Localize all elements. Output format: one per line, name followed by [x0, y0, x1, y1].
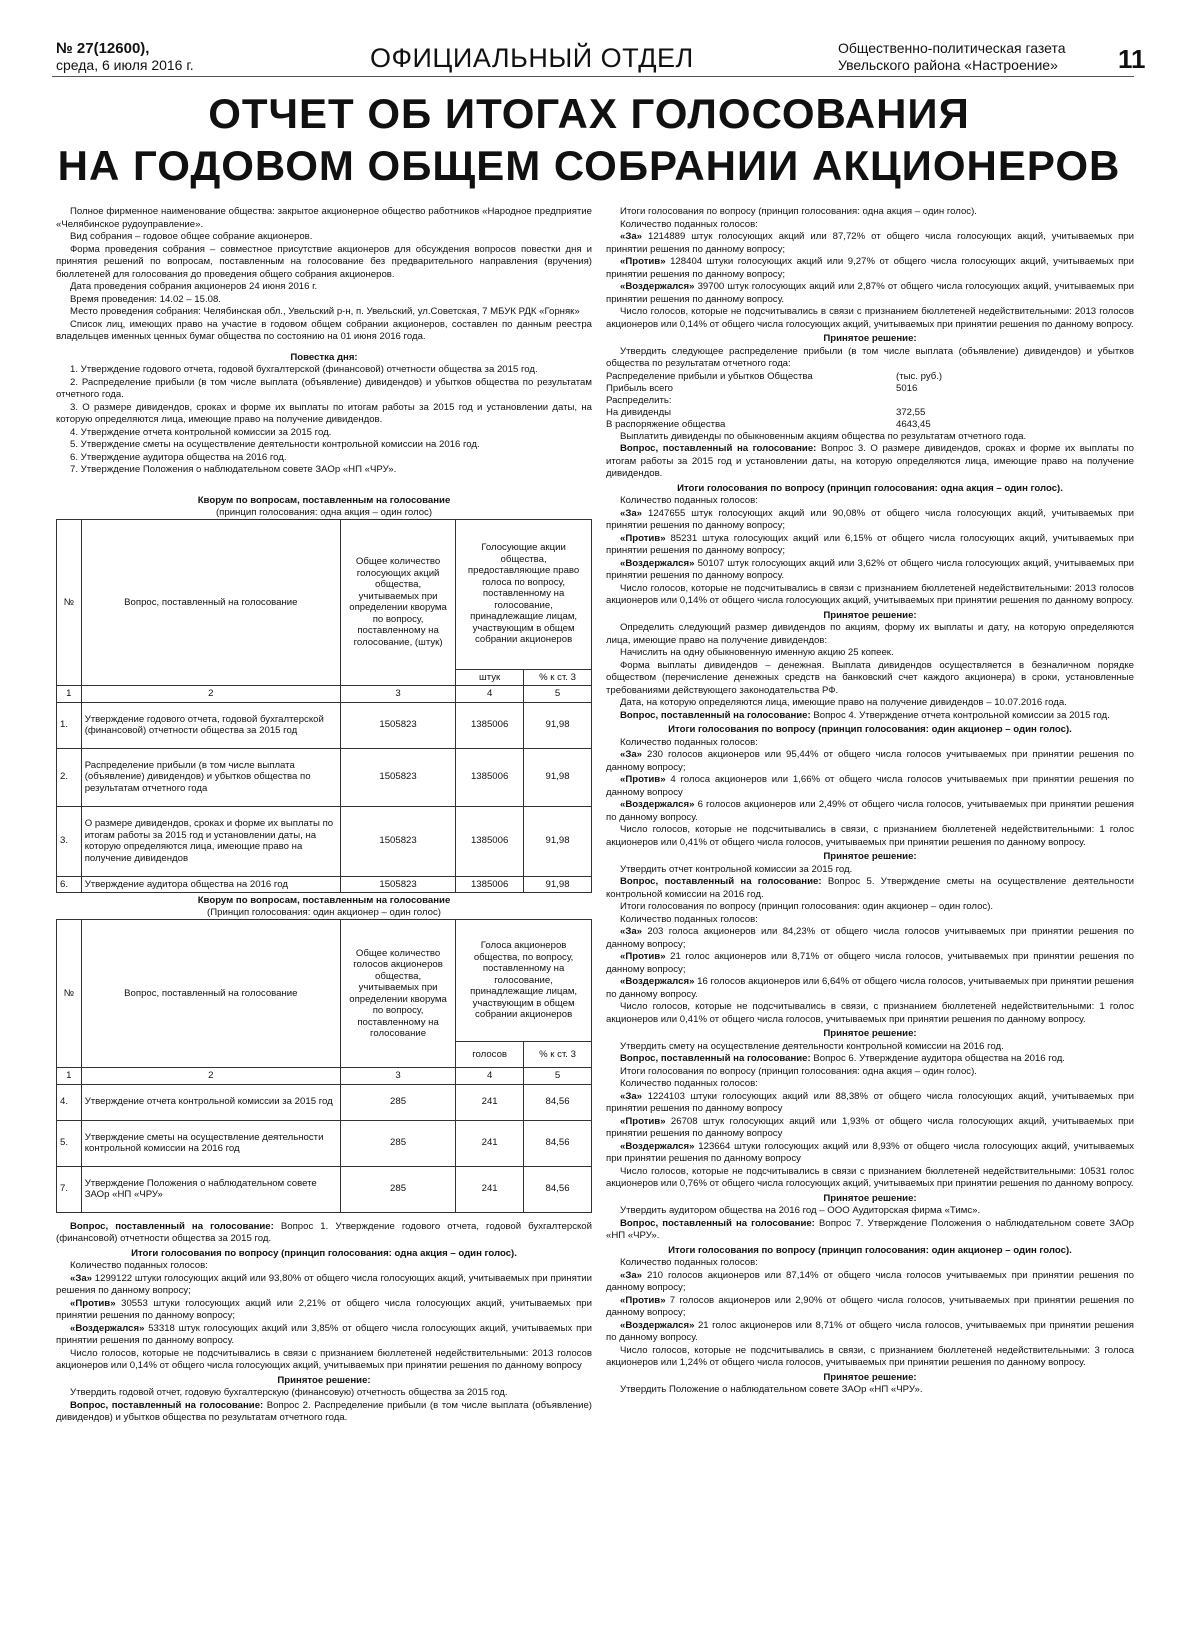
col-header-voting: Голосующие акции общества, предоставляющие право голоса по вопросу, поставленному на голосование, принадлежащие лицам, участвующим в общем собрании акционеров: [456, 519, 592, 669]
decision-title: Принятое решение:: [277, 1374, 371, 1386]
label-bold: «За»: [620, 749, 643, 760]
vote-for: [56, 1273, 592, 1298]
row-number: 2.: [57, 748, 82, 806]
section-title: ОФИЦИАЛЬНЫЙ ОТДЕЛ: [370, 43, 694, 73]
vote-text: 1247655 штук голосующих акций или 90,08% от общего числа голосующих акций, учитываемых при принятии решения по данному вопросу;: [606, 507, 1134, 531]
vote-text: 30553 штуки голосующих акций или 2,21% от общего числа голосующих акций, учитываемых при принятии решения по данному вопросу;: [56, 1297, 592, 1321]
vote-for: [606, 749, 1134, 774]
col-header-question: Вопрос, поставленный на голосование: [81, 920, 340, 1068]
vote-for: [606, 231, 1134, 256]
question-5-heading: [606, 876, 1134, 901]
vote-count-label: Количество поданных голосов:: [620, 1257, 758, 1268]
quorum-table-shareholders: [56, 919, 592, 1213]
invalid-votes: Число голосов, которые не подсчитывались в связи, с признанием бюллетеней недействительными: 3 голоса акционеров или 1,24% от общего числа голосов, учитываемых при принятии решения по данному вопросу.: [606, 1344, 1134, 1368]
invalid-votes: Число голосов, которые не подсчитывались в связи с признанием бюллетеней недействительными: 10531 голос акционеров или 0,76% от общего числа голосующих акций, учитываемых при принятии решения по данному вопросу.: [606, 1165, 1134, 1189]
decision-text: Утвердить отчет контрольной комиссии за 2015 год.: [620, 863, 853, 875]
decision-title: Принятое решение:: [823, 1192, 917, 1204]
decision-text: Форма выплаты дивидендов – денежная. Выплата дивидендов осуществляется в безналичном порядке обществом (перечисление денежных средств на банковский счет каждого акционера) в сроки, установленные требованиями действующего законодательства РФ.: [606, 659, 1134, 696]
alloc-label: Прибыль всего: [606, 382, 673, 394]
question-text: Вопрос 4. Утверждение отчета контрольной комиссии за 2015 год.: [810, 709, 1110, 721]
col-header-total: Общее количество голосующих акций общества, учитываемых при определении кворума по вопросу, поставленному на голосование, (штук): [340, 519, 455, 686]
vote-text: 6 голосов акционеров или 2,49% от общего числа голосов, учитываемых при принятии решения по данному вопросу.: [606, 799, 1134, 823]
index-cell: 5: [524, 1068, 592, 1085]
results-line: Итоги голосования по вопросу (принцип голосования: один акционер – один голос).: [620, 901, 994, 912]
row-total: 1505823: [340, 806, 455, 876]
index-cell: 5: [524, 686, 592, 703]
label-bold: «За»: [620, 507, 643, 519]
index-cell: 4: [456, 1068, 524, 1085]
vote-against: [606, 951, 1134, 976]
decision-title: Принятое решение:: [823, 609, 917, 621]
label-bold: «Против»: [620, 256, 666, 267]
question-text: Вопрос 5. Утверждение сметы на осуществление деятельности контрольной комиссии на 2016 год.: [606, 876, 1134, 900]
label-bold: «Против»: [620, 532, 666, 544]
index-cell: 2: [81, 1068, 340, 1085]
table-row: [57, 748, 592, 806]
profit-allocation: [606, 371, 1134, 431]
table-row: [57, 806, 592, 876]
intro-paragraph: Время проведения: 14.02 – 15.08.: [70, 293, 221, 305]
label-bold: «За»: [620, 231, 643, 242]
question-text: Вопрос 6. Утверждение аудитора общества на 2016 год.: [810, 1053, 1065, 1064]
label-bold: «За»: [620, 926, 643, 937]
vote-against: [606, 533, 1134, 558]
alloc-value: 5016: [896, 382, 918, 394]
index-cell: 4: [456, 686, 524, 703]
table-row: [57, 1084, 592, 1120]
table-row: [57, 876, 592, 893]
newspaper-name-line2: Увельского района «Настроение»: [838, 57, 1058, 73]
decision-title: Принятое решение:: [823, 1028, 917, 1039]
col-header-total: Общее количество голосов акционеров общества, учитываемых при определении кворума по вопросу, поставленному на голосование: [340, 920, 455, 1068]
article-title: [40, 88, 1138, 192]
index-cell: 2: [81, 686, 340, 703]
label-bold: «Воздержался»: [620, 976, 695, 987]
results-heading: Итоги голосования по вопросу (принцип голосования: одна акция – один голос).: [677, 482, 1063, 494]
row-pct: 91,98: [524, 876, 592, 893]
label-bold: «Воздержался»: [620, 799, 695, 810]
row-pcs: 241: [456, 1120, 524, 1166]
vote-text: 210 голосов акционеров или 87,14% от общего числа голосов учитываемых при принятии решения по данному вопросу;: [606, 1269, 1134, 1293]
row-pcs: 1385006: [456, 806, 524, 876]
vote-abstain: [606, 1141, 1134, 1166]
decision-text: Утвердить смету на осуществление деятельности контрольной комиссии на 2016 год.: [620, 1040, 1004, 1052]
row-pct: 91,98: [524, 806, 592, 876]
row-pcs: 241: [456, 1084, 524, 1120]
results-line: Итоги голосования по вопросу (принцип голосования: одна акция – один голос).: [620, 1065, 977, 1077]
vote-against: [56, 1298, 592, 1323]
left-column: [56, 206, 592, 1425]
label-bold: Вопрос, поставленный на голосование:: [620, 709, 811, 721]
label-bold: Вопрос, поставленный на голосование:: [620, 1053, 811, 1064]
row-question: Утверждение аудитора общества на 2016 год: [81, 876, 340, 893]
question-text: Вопрос 7. Утверждение Положения о наблюдательном совете ЗАОр «НП «ЧРУ».: [606, 1217, 1134, 1241]
agenda-list: [56, 364, 592, 477]
row-question: Утверждение годового отчета, годовой бухгалтерской (финансовой) отчетности общества за 2015 год: [81, 702, 340, 748]
row-question: Утверждение Положения о наблюдательном совете ЗАОр «НП «ЧРУ»: [81, 1166, 340, 1212]
results-heading: Итоги голосования по вопросу (принцип голосования: один акционер – один голос).: [668, 1244, 1072, 1256]
vote-count-label: Количество поданных голосов:: [620, 913, 758, 925]
row-pct: 91,98: [524, 748, 592, 806]
intro-paragraph: Место проведения собрания: Челябинская обл., Увельский р-н, п. Увельский, ул.Советская, 7 МБУК РДК «Горняк»: [70, 306, 580, 317]
decision-text: Определить следующий размер дивидендов по акциям, форму их выплаты и дату, на которую определяются лица, имеющие право на получение дивидендов:: [606, 622, 1134, 646]
col-header-question: Вопрос, поставленный на голосование: [81, 519, 340, 686]
row-question: О размере дивидендов, сроках и форме их выплаты по итогам работы за 2015 год и установлении даты, на которую определяются лица, имеющие право на получение дивидендов: [81, 806, 340, 876]
decision-text: Утвердить следующее распределение прибыли (в том числе выплата (объявление) дивидендов) и убытков общества по результатам отчетного года:: [606, 345, 1134, 369]
agenda-item: 2. Распределение прибыли (в том числе выплата (объявление) дивидендов) и убытков общества по результатам отчетного года.: [56, 376, 592, 400]
row-total: 285: [340, 1084, 455, 1120]
vote-text: 21 голос акционеров или 8,71% от общего числа голосов, учитываемых при принятии решения по данному вопросу;: [606, 951, 1134, 975]
row-number: 4.: [57, 1084, 82, 1120]
results-heading: Итоги голосования по вопросу (принцип голосования: одна акция – один голос).: [131, 1247, 517, 1259]
row-question: Утверждение сметы на осуществление деятельности контрольной комиссии на 2016 год: [81, 1120, 340, 1166]
decision-text: Выплатить дивиденды по обыкновенным акциям общества по результатам отчетного года.: [620, 430, 1027, 442]
label-bold: Вопрос, поставленный на голосование:: [620, 876, 822, 887]
issue-number: № 27(12600),: [56, 40, 150, 57]
row-question: Утверждение отчета контрольной комиссии за 2015 год: [81, 1084, 340, 1120]
label-bold: «Против»: [620, 1115, 666, 1127]
row-total: 1505823: [340, 876, 455, 893]
label-bold: «Воздержался»: [620, 1319, 695, 1331]
decision-title: Принятое решение:: [823, 851, 917, 862]
vote-text: 39700 штук голосующих акций или 2,87% от общего числа голосующих акций, учитываемых при принятии решения по данному вопросу.: [606, 281, 1134, 305]
row-pcs: 1385006: [456, 702, 524, 748]
label-bold: «Воздержался»: [620, 557, 695, 569]
index-cell: 1: [57, 1068, 82, 1085]
vote-abstain: [606, 976, 1134, 1001]
vote-count-label: Количество поданных голосов:: [620, 495, 758, 506]
question-6-heading: [606, 1053, 1134, 1066]
label-bold: «Воздержался»: [70, 1322, 145, 1334]
row-number: 1.: [57, 702, 82, 748]
label-bold: «Воздержался»: [620, 281, 695, 292]
row-total: 285: [340, 1120, 455, 1166]
intro-paragraph: Дата проведения собрания акционеров 24 июня 2016 г.: [70, 281, 318, 292]
table2-caption: Кворум по вопросам, поставленным на голосование: [197, 895, 451, 906]
table-row: [57, 1120, 592, 1166]
invalid-votes: Число голосов, которые не подсчитывались в связи, с признанием бюллетеней недействительными: 1 голос акционеров или 0,41% от общего числа голосов, учитываемых при принятии решения по данному вопросу.: [606, 824, 1134, 848]
vote-for: [606, 1270, 1134, 1295]
index-cell: 1: [57, 686, 82, 703]
decision-text: Утвердить аудитором общества на 2016 год – ООО Аудиторская фирма «Тимс».: [620, 1205, 981, 1216]
newspaper-name: [838, 40, 1098, 74]
vote-text: 1214889 штук голосующих акций или 87,72% от общего числа голосующих акций, учитываемых при принятии решения по данному вопросу;: [606, 231, 1134, 255]
agenda-item: 6. Утверждение аудитора общества на 2016 год.: [70, 451, 287, 463]
alloc-value: [896, 395, 1016, 407]
vote-text: 1224103 штуки голосующих акций или 88,38% от общего числа голосующих акций, учитываемых при принятии решения по данному вопросу: [606, 1090, 1134, 1114]
vote-text: 128404 штуки голосующих акций или 9,27% от общего числа голосующих акций, учитываемых при принятии решения по данному вопросу;: [606, 256, 1134, 280]
question-2-heading: [56, 1400, 592, 1425]
vote-text: 21 голос акционеров или 8,71% от общего числа голосов, учитываемых при принятии решения по данному вопросу.: [606, 1319, 1134, 1343]
vote-text: 26708 штук голосующих акций или 1,93% от общего числа голосующих акций, учитываемых при принятии решения по данному вопросу: [606, 1115, 1134, 1139]
col-header-num: №: [57, 920, 82, 1068]
vote-abstain: [606, 281, 1134, 306]
question-text: Вопрос 2. Распределение прибыли (в том числе выплата (объявление) дивидендов) и убытков общества по результатам отчетного года.: [56, 1399, 592, 1423]
alloc-label: На дивиденды: [606, 406, 672, 418]
vote-text: 16 голосов акционеров или 6,64% от общего числа голосов, учитываемых при принятии решения по данному вопросу.: [606, 976, 1134, 1000]
row-number: 3.: [57, 806, 82, 876]
label-bold: «Против»: [620, 1294, 666, 1306]
table2-subcaption: (Принцип голосования: один акционер – один голос): [207, 907, 441, 918]
col-header-voting: Голоса акционеров общества, по вопросу, поставленному на голосование, принадлежащие лицам, участвующим в общем собрании акционеров: [456, 920, 592, 1042]
index-cell: 3: [340, 686, 455, 703]
intro-paragraph: Форма проведения собрания – совместное присутствие акционеров для обсуждения вопросов повестки дня и принятия решений по вопросам, поставленным на голосование без предварительного направления (вручения) бюллетеней для голосования до проведения общего собрания акционеров.: [56, 243, 592, 280]
question-7-heading: [606, 1218, 1134, 1243]
vote-text: 4 голоса акционеров или 1,66% от общего числа голосов учитываемых при принятии решения по данному вопросу: [606, 774, 1134, 798]
vote-text: 7 голосов акционеров или 2,90% от общего числа голосов, учитываемых при принятии решения по данному вопросу;: [606, 1294, 1134, 1318]
vote-text: 50107 штук голосующих акций или 3,62% от общего числа голосующих акций, учитываемых при принятии решения по данному вопросу.: [606, 557, 1134, 581]
row-question: Распределение прибыли (в том числе выплата (объявление) дивидендов) и убытков общества по результатам отчетного года: [81, 748, 340, 806]
agenda-item: 4. Утверждение отчета контрольной комиссии за 2015 год.: [70, 426, 332, 438]
invalid-votes: Число голосов, которые не подсчитывались в связи, с признанием бюллетеней недействительными: 1 голос акционеров или 0,41% от общего числа голосов, учитываемых при принятии решения по данному вопросу.: [606, 1001, 1134, 1025]
row-pct: 84,56: [524, 1084, 592, 1120]
intro-block: [56, 206, 592, 344]
page-number: 11: [1118, 44, 1146, 74]
vote-abstain: [606, 799, 1134, 824]
vote-for: [606, 508, 1134, 533]
page-header: [0, 0, 1178, 80]
label-bold: «Против»: [620, 951, 666, 962]
vote-count-label: Количество поданных голосов:: [70, 1260, 208, 1271]
alloc-value: (тыс. руб.): [896, 370, 943, 382]
quorum-table-shares: [56, 519, 592, 894]
invalid-votes: Число голосов, которые не подсчитывались в связи с признанием бюллетеней недействительными: 2013 голосов акционеров или 0,14% от общего числа голосующих акций, учитываемых при принятии решения по данному вопросу.: [606, 306, 1134, 330]
alloc-label: Распределить:: [606, 394, 672, 406]
row-pcs: 241: [456, 1166, 524, 1212]
row-pcs: 1385006: [456, 748, 524, 806]
table-index-row: [57, 686, 592, 703]
table-row: [57, 702, 592, 748]
label-bold: «Против»: [620, 774, 666, 785]
vote-for: [606, 1091, 1134, 1116]
decision-text: Утвердить Положение о наблюдательном совете ЗАОр «НП «ЧРУ».: [620, 1384, 923, 1395]
row-number: 7.: [57, 1166, 82, 1212]
vote-against: [606, 256, 1134, 281]
row-total: 285: [340, 1166, 455, 1212]
row-total: 1505823: [340, 748, 455, 806]
decision-text: Начислить на одну обыкновенную именную акцию 25 копеек.: [620, 647, 894, 658]
row-number: 6.: [57, 876, 82, 893]
label-bold: Вопрос, поставленный на голосование:: [70, 1399, 264, 1411]
right-column: [606, 206, 1134, 1397]
row-number: 5.: [57, 1120, 82, 1166]
decision-text: Утвердить годовой отчет, годовую бухгалтерскую (финансовую) отчетность общества за 2015 год.: [70, 1387, 508, 1398]
vote-text: 230 голосов акционеров или 95,44% от общего числа голосов учитываемых при принятии решения по данному вопросу;: [606, 749, 1134, 773]
col-header-pct: % к ст. 3: [524, 1042, 592, 1068]
header-divider: [52, 76, 1134, 77]
col-header-num: №: [57, 519, 82, 686]
col-header-pcs: голосов: [456, 1042, 524, 1068]
question-text: Вопрос 3. О размере дивидендов, сроках и форме их выплаты по итогам работы за 2015 год и установлении даты, на которую определяются лица, имеющие право на получение дивидендов.: [606, 443, 1134, 479]
decision-text: Дата, на которую определяются лица, имеющие право на получение дивидендов – 10.07.2016 года.: [620, 697, 1067, 708]
results-line: Итоги голосования по вопросу (принцип голосования: одна акция – один голос).: [620, 206, 977, 217]
table-index-row: [57, 1068, 592, 1085]
col-header-pct: % к ст. 3: [524, 669, 592, 686]
vote-abstain: [606, 1320, 1134, 1345]
intro-paragraph: Полное фирменное наименование общества: закрытое акционерное общество работников «Народное предприятие «Челябинское рудоуправление».: [56, 206, 592, 230]
row-pct: 84,56: [524, 1166, 592, 1212]
intro-paragraph: Список лиц, имеющих право на участие в годовом общем собрании акционеров, составлен по данным реестра владельцев именных ценных бумаг общества по состоянию на 01 июня 2016 года.: [56, 318, 592, 342]
article-title-line2: НА ГОДОВОМ ОБЩЕМ СОБРАНИИ АКЦИОНЕРОВ: [57, 142, 1121, 189]
vote-against: [606, 1295, 1134, 1320]
question-4-heading: [606, 710, 1134, 723]
vote-text: 85231 штука голосующих акций или 6,15% от общего числа голосующих акций, учитываемых при принятии решения по данному вопросу;: [606, 532, 1134, 556]
table1-subcaption: (принцип голосования: одна акция – один голос): [215, 506, 433, 518]
newspaper-name-line1: Общественно-политическая газета: [838, 40, 1066, 56]
question-text: Вопрос 1. Утверждение годового отчета, годовой бухгалтерской (финансовой) отчетности общества за 2015 год.: [56, 1220, 592, 1244]
table-row: [57, 1166, 592, 1212]
invalid-votes: Число голосов, которые не подсчитывались в связи с признанием бюллетеней недействительными: 2013 голосов акционеров или 0,14% от общего числа голосующих акций, учитываемых при принятии решения по данному вопросу: [56, 1347, 592, 1371]
alloc-label: В распоряжение общества: [606, 418, 726, 430]
vote-for: [606, 926, 1134, 951]
vote-text: 203 голоса акционеров или 84,23% от общего числа голосов учитываемых при принятии решения по данному вопросу;: [606, 926, 1134, 950]
label-bold: «За»: [620, 1090, 643, 1102]
agenda-title: Повестка дня:: [290, 351, 358, 363]
row-pcs: 1385006: [456, 876, 524, 893]
vote-count-label: Количество поданных голосов:: [620, 1078, 758, 1089]
vote-text: 1299122 штуки голосующих акций или 93,80% от общего числа голосующих акций, учитываемых при принятии решения по данному вопросу;: [56, 1272, 592, 1296]
alloc-value: 372,55: [896, 406, 926, 418]
results-heading: Итоги голосования по вопросу (принцип голосования: один акционер – один голос).: [668, 724, 1072, 735]
label-bold: Вопрос, поставленный на голосование:: [620, 1217, 815, 1229]
label-bold: Вопрос, поставленный на голосование:: [620, 443, 817, 454]
table1-caption: Кворум по вопросам, поставленным на голосование: [197, 494, 451, 506]
vote-count-label: Количество поданных голосов:: [620, 736, 758, 748]
row-pct: 91,98: [524, 702, 592, 748]
agenda-item: 1. Утверждение годового отчета, годовой бухгалтерской (финансовой) отчетности общества за 2015 год.: [70, 364, 538, 375]
agenda-item: 3. О размере дивидендов, сроках и форме их выплаты по итогам работы за 2015 год и установлении даты, на которую определяются лица, имеющие право на получение дивидендов.: [56, 401, 592, 425]
vote-abstain: [56, 1323, 592, 1348]
row-pct: 84,56: [524, 1120, 592, 1166]
row-total: 1505823: [340, 702, 455, 748]
label-bold: Вопрос, поставленный на голосование:: [70, 1220, 274, 1232]
alloc-label: Распределение прибыли и убытков Общества: [606, 370, 813, 382]
vote-against: [606, 1116, 1134, 1141]
vote-abstain: [606, 558, 1134, 583]
agenda-item: 5. Утверждение сметы на осуществление деятельности контрольной комиссии на 2016 год.: [70, 439, 480, 450]
issue-date: среда, 6 июля 2016 г.: [56, 57, 194, 73]
intro-paragraph: Вид собрания – годовое общее собрание акционеров.: [70, 231, 313, 242]
question-1-heading: [56, 1221, 592, 1246]
agenda-item: 7. Утверждение Положения о наблюдательном совете ЗАОр «НП «ЧРУ».: [70, 464, 397, 475]
vote-count-label: Количество поданных голосов:: [620, 218, 758, 230]
invalid-votes: Число голосов, которые не подсчитывались в связи с признанием бюллетеней недействительными: 2013 голосов акционеров или 0,14% от общего числа голосующих акций, учитываемых при принятии решения по данному вопросу.: [606, 582, 1134, 606]
label-bold: «Против»: [70, 1297, 116, 1309]
alloc-value: 4643,45: [896, 418, 931, 430]
vote-against: [606, 774, 1134, 799]
col-header-pcs: штук: [456, 669, 524, 686]
vote-text: 53318 штук голосующих акций или 3,85% от общего числа голосующих акций, учитываемых при принятии решения по данному вопросу.: [56, 1322, 592, 1346]
decision-title: Принятое решение:: [823, 1371, 917, 1383]
label-bold: «Воздержался»: [620, 1140, 695, 1152]
label-bold: «За»: [70, 1272, 93, 1284]
question-3-heading: [606, 443, 1134, 481]
vote-text: 123664 штуки голосующих акций или 8,93% от общего числа голосующих акций, учитываемых при принятии решения по данному вопросу: [606, 1140, 1134, 1164]
label-bold: «За»: [620, 1269, 643, 1281]
article-title-line1: ОТЧЕТ ОБ ИТОГАХ ГОЛОСОВАНИЯ: [208, 90, 970, 137]
decision-title: Принятое решение:: [823, 333, 917, 344]
index-cell: 3: [340, 1068, 455, 1085]
